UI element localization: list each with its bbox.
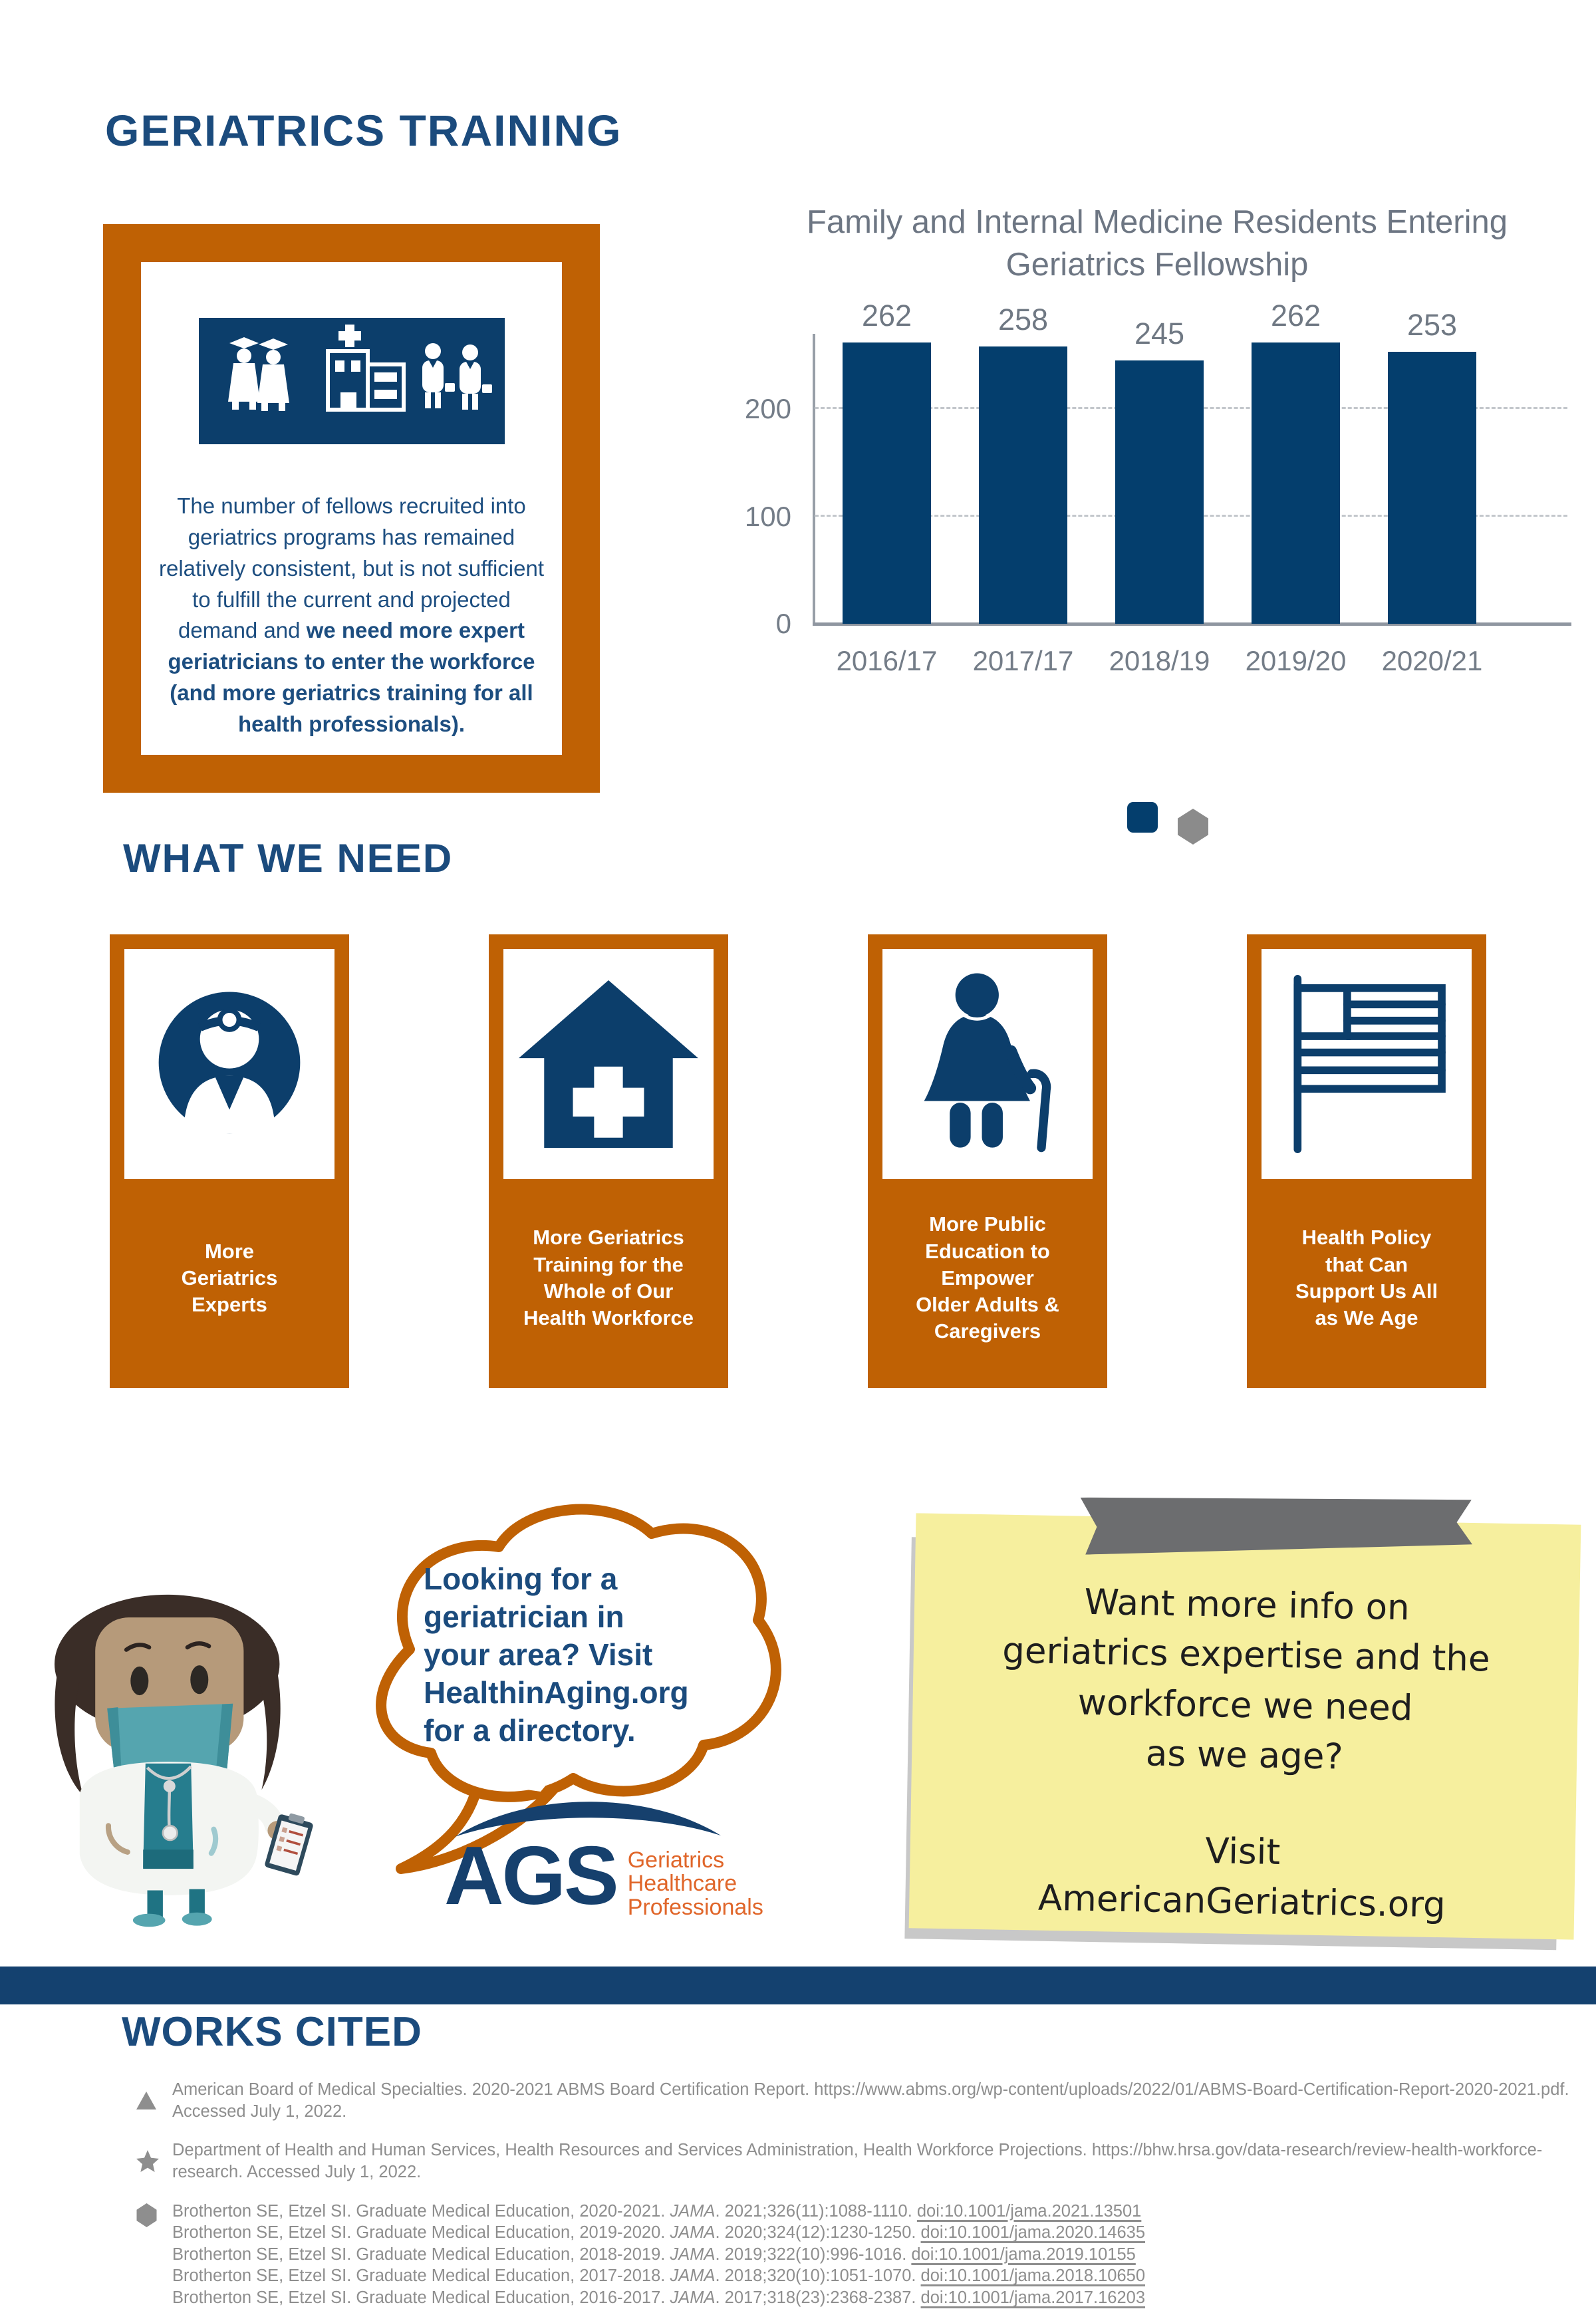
bar-value-label: 262 xyxy=(1270,298,1321,333)
card-label xyxy=(124,1179,334,1388)
text-line: geriatrics expertise and the xyxy=(1001,1630,1491,1680)
info-box-text-regular: The number of fellows recruited into geriatrics programs has remained relatively consistent, but is not sufficient to fulfill the current and projected demand and xyxy=(158,493,544,643)
x-axis-tick-label: 2017/17 xyxy=(972,645,1074,676)
citation-text: Brotherton SE, Etzel SI. Graduate Medical Education, 2019-2020. xyxy=(172,2223,670,2242)
citation-abms xyxy=(136,2079,1573,2122)
graduates-hospital-clinicians-icon xyxy=(199,318,505,444)
text-line: Health Policy xyxy=(1301,1226,1432,1250)
eye xyxy=(190,1665,208,1694)
y-axis-line xyxy=(813,334,815,624)
divider-band xyxy=(0,1967,1596,2004)
card-health-policy xyxy=(1247,934,1486,1388)
text-line: Looking for a xyxy=(424,1562,618,1596)
card-icon-box xyxy=(503,949,714,1179)
doctor-icon xyxy=(156,968,303,1160)
shoe xyxy=(133,1914,166,1927)
text-line: that Can xyxy=(1325,1252,1408,1276)
citation-text: . 2017;318(23):2368-2387. xyxy=(715,2288,921,2307)
text-line: Healthcare xyxy=(627,1871,737,1897)
citations xyxy=(136,2079,1573,2309)
citation-line xyxy=(172,2244,1573,2266)
card-geriatrics-training xyxy=(489,934,728,1388)
text-line: Whole of Our xyxy=(543,1280,674,1303)
card-label xyxy=(1262,1179,1472,1388)
citation-text-block xyxy=(172,2201,1573,2309)
text-line: your area? Visit xyxy=(424,1637,653,1673)
citation-line xyxy=(172,2265,1573,2287)
text-line: More Geriatrics xyxy=(533,1226,684,1250)
y-axis-tick-label: 200 xyxy=(744,393,791,424)
text-line: Geriatrics xyxy=(181,1266,278,1290)
text-line: geriatrician in xyxy=(424,1599,624,1635)
older-adult-icon xyxy=(903,968,1072,1160)
citation-text: Department of Health and Human Services, Health Resources and Services Administration, Health Workforce Projections. https://bhw.hrsa.gov/data-research/review-health-workforce-research. Accessed July 1, 2022. xyxy=(172,2141,1543,2181)
text-line: Support Us All xyxy=(1295,1280,1438,1303)
legend-navy-square-icon xyxy=(1127,802,1158,833)
text-line: AmericanGeriatrics.org xyxy=(1037,1877,1446,1926)
bar xyxy=(1115,360,1204,624)
x-axis-tick-label: 2020/21 xyxy=(1381,645,1483,676)
shoe xyxy=(182,1913,212,1926)
card-icon-box xyxy=(124,949,334,1179)
doi-link[interactable]: doi:10.1001/jama.2021.13501 xyxy=(916,2201,1142,2221)
text-line: Geriatrics xyxy=(627,1847,725,1873)
stethoscope xyxy=(169,1789,170,1830)
text-line: HealthinAging.org xyxy=(424,1675,689,1710)
bar-value-label: 253 xyxy=(1406,308,1458,342)
citation-text: Brotherton SE, Etzel SI. Graduate Medical Education, 2018-2019. xyxy=(172,2244,670,2264)
bar xyxy=(843,342,931,624)
doi-link[interactable]: doi:10.1001/jama.2017.16203 xyxy=(920,2288,1145,2307)
doi-link[interactable]: doi:10.1001/jama.2018.10650 xyxy=(920,2266,1145,2286)
text-line: workforce we need xyxy=(1077,1682,1413,1728)
citation-text: Brotherton SE, Etzel SI. Graduate Medical Education, 2020-2021. xyxy=(172,2201,670,2221)
text-line: Empower xyxy=(941,1266,1034,1290)
journal-name: JAMA xyxy=(670,2223,716,2242)
card-geriatrics-experts xyxy=(110,934,349,1388)
citation-marker xyxy=(136,2139,172,2183)
eye xyxy=(130,1667,148,1695)
bar-value-label: 258 xyxy=(998,303,1049,337)
text-line: as We Age xyxy=(1315,1306,1418,1330)
sticky-note xyxy=(909,1513,1581,1939)
text-line: for a directory. xyxy=(424,1713,636,1748)
citation-marker xyxy=(136,2079,172,2122)
text-line: Want more info on xyxy=(1084,1581,1410,1629)
star-icon xyxy=(136,2150,159,2172)
works-cited-title: WORKS CITED xyxy=(122,2009,422,2055)
hexagon-icon xyxy=(136,2203,157,2227)
text-line: Experts xyxy=(192,1293,267,1317)
legend-gray-hexagon-icon xyxy=(1178,809,1208,845)
x-axis-tick-label: 2018/19 xyxy=(1109,645,1210,676)
text-line: More Public xyxy=(929,1212,1046,1236)
bar-value-label: 262 xyxy=(861,298,912,333)
citation-text: Brotherton SE, Etzel SI. Graduate Medical Education, 2016-2017. xyxy=(172,2288,670,2307)
speech-bubble-text xyxy=(424,1560,749,1750)
text-line: Education to xyxy=(925,1239,1050,1263)
chart-legend xyxy=(815,802,1567,845)
citation-line xyxy=(172,2222,1573,2244)
info-box-text xyxy=(150,491,553,740)
info-box xyxy=(103,224,600,793)
card-label xyxy=(503,1179,714,1388)
card-public-education xyxy=(868,934,1107,1388)
citation-marker xyxy=(136,2201,172,2309)
citation-text: . 2021;326(11):1088-1110. xyxy=(715,2201,917,2221)
text-line: Visit xyxy=(1204,1830,1281,1873)
journal-name: JAMA xyxy=(670,2244,716,2264)
text-line: as we age? xyxy=(1145,1733,1344,1778)
journal-name: JAMA xyxy=(670,2201,716,2221)
text-line: Professionals xyxy=(627,1894,763,1920)
journal-name: JAMA xyxy=(670,2266,716,2286)
citation-text: . 2018;320(10):1051-1070. xyxy=(715,2266,921,2286)
page-title: GERIATRICS TRAINING xyxy=(105,106,622,155)
doi-link[interactable]: doi:10.1001/jama.2020.14635 xyxy=(920,2223,1145,2242)
doi-link[interactable]: doi:10.1001/jama.2019.10155 xyxy=(911,2244,1136,2264)
citation-text: American Board of Medical Specialties. 2020-2021 ABMS Board Certification Report. https://www.abms.org/wp-content/uploads/2022/01/ABMS-Board-Certification-Report-2020-2021.pdf. Accessed July 1, 2022. xyxy=(172,2080,1569,2121)
bar-value-label: 245 xyxy=(1134,317,1185,351)
text-line: Older Adults & xyxy=(916,1293,1059,1317)
text-line: Health Workforce xyxy=(523,1306,694,1330)
y-axis-tick-label: 0 xyxy=(775,608,791,639)
card-icon-box xyxy=(1262,949,1472,1179)
card-icon-box xyxy=(882,949,1093,1179)
bar xyxy=(1388,352,1476,624)
text-line: Caregivers xyxy=(934,1319,1041,1343)
citation-jama-group xyxy=(136,2201,1573,2309)
sticky-note-question xyxy=(945,1575,1547,1786)
doctor-character-illustration xyxy=(37,1591,318,1927)
ags-acronym: AGS xyxy=(444,1830,617,1922)
tape-icon xyxy=(1073,1490,1472,1554)
what-we-need-title: WHAT WE NEED xyxy=(123,836,454,881)
flag-icon xyxy=(1277,971,1456,1157)
text-line: More xyxy=(204,1239,255,1263)
x-axis-tick-label: 2019/20 xyxy=(1245,645,1347,676)
citation-line xyxy=(172,2201,1573,2223)
x-axis-tick-label: 2016/17 xyxy=(836,645,938,676)
card-label xyxy=(882,1179,1093,1388)
citation-text: Brotherton SE, Etzel SI. Graduate Medical Education, 2017-2018. xyxy=(172,2266,670,2286)
citation-text: . 2019;322(10):996-1016. xyxy=(715,2244,912,2264)
citation-line xyxy=(172,2287,1573,2309)
y-axis-tick-label: 100 xyxy=(744,500,791,532)
chart-plot xyxy=(744,298,1567,676)
medical-home-icon xyxy=(515,975,702,1153)
ags-logo xyxy=(444,1796,830,1922)
info-box-text-bold: we need more expert geriatricians to enter the workforce (and more geriatrics training for all health professionals). xyxy=(168,618,535,737)
bar xyxy=(979,346,1067,624)
citation-hhs xyxy=(136,2139,1573,2183)
text-line: Training for the xyxy=(533,1252,684,1276)
bar xyxy=(1252,342,1340,624)
journal-name: JAMA xyxy=(670,2288,716,2307)
ags-descriptor xyxy=(628,1849,763,1919)
sticky-note-cta xyxy=(942,1822,1542,1932)
triangle-icon xyxy=(136,2092,156,2109)
chart-title: Family and Internal Medicine Residents Entering Geriatrics Fellowship xyxy=(806,204,1508,283)
citation-text: . 2020;324(12):1230-1250. xyxy=(715,2223,921,2242)
what-we-need-cards xyxy=(110,934,1486,1388)
